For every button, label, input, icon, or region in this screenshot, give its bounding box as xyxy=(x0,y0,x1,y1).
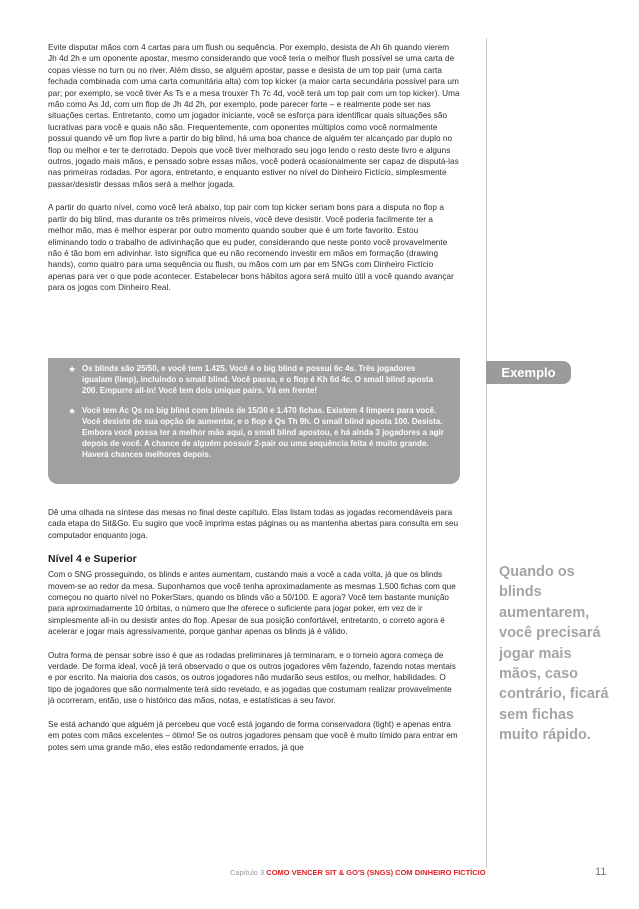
star-icon: ★ xyxy=(68,364,77,374)
example-text: Você tem Ac Qs no big blind com blinds de 15/30 e 1.470 fichas. Existem 4 limpers para você. Você desiste de sua opção de aumentar, e o flop é Qs Th 9h. O small blind aposta 100. Desista. Embora você possa ter a melhor mão aqui, o small blind apostou, e há ainda 3 jogadores a agir depois de você. A chance de alguém possuir 2-pair ou uma sequência feita é muito grande. Haverá chances melhores depois. xyxy=(82,406,444,459)
column-divider xyxy=(486,38,487,868)
pull-quote: Quando os blinds aumentarem, você precisará jogar mais mãos, caso contrário, ficará sem fichas muito rápido. xyxy=(499,564,609,744)
paragraph: Evite disputar mãos com 4 cartas para um flush ou sequência. Por exemplo, desista de Ah 6h quando vierem Jh 4d 2h e um oponente apostar, mesmo considerando que você teria o melhor flush possível se uma carta de copas viesse no turn ou no river. Além disso, se alguém apostar, passe e desista de um top pair (uma carta fechada combinada com uma carta comunitária alta) com top kicker (a maior carta secundária possível para um par; por exemplo, se você tiver As Ts e a mesa trouxer Th 7c 4d, você terá um top pair com um top kicker). Uma mão como As Jd, com um flop de Jh 4d 2h, por exemplo, pode parecer forte – e realmente pode ser nas situações certas. Entretanto, como um jogador iniciante, você se esforça para identificar quais situações são lucrativas para você e quais não são. Frequentemente, com oponentes múltiplos como você normalmente possui quando vê um flop livre a partir do big blind, há uma boa chance de alguém ter alcançado par duplo no flop ou melhor e ter te derrotado. Depois que você tiver melhorado seu jogo lendo o resto deste livro e alguns outros, jogado mais mãos, e pensado sobre essas mãos, você poderá ocasionalmente ser capaz de disputá-las nas primeiras rodadas. Por agora, entretanto, e enquanto estiver no nível do Dinheiro Fictício, simplesmente passar/desistir dessas mãos será a melhor jogada. xyxy=(48,43,460,189)
example-item xyxy=(68,406,444,460)
paragraph: A partir do quarto nível, como você lerá abaixo, top pair com top kicker seriam bons para a disputa no flop a partir do big blind, mas durante os três primeiros níveis, você deve desistir. Você poderia facilmente ter a melhor mão, mas é melhor esperar por outro momento quando souber que é um forte favorito. Estou eliminando todo o trabalho de adivinhação que eu puder, considerando que neste ponto você provavelmente não é tão bom em adivinhar. Isto significa que eu não recomendo investir em mãos em formação (drawing hands), como quatro para uma sequência ou flush, ou mãos com um par em SNGs com Dinheiro Fictício apenas para ver o que pode acontecer. Estabelecer bons hábitos agora será muito útil a você quando avançar para os jogos com Dinheiro Real. xyxy=(48,203,454,293)
example-box xyxy=(48,358,460,484)
intro-paragraph: Dê uma olhada na síntese das mesas no final deste capítulo. Elas listam todas as jogadas recomendáveis para cada etapa do Sit&Go. Eu sugiro que você imprima estas páginas ou as mantenha abertas para consulta em seu computador enquanto joga. xyxy=(48,508,459,540)
paragraph: Se está achando que alguém já percebeu que você está jogando de forma conservadora (tight) e apenas entra em potes com mãos excelentes – ótimo! Se os outros jogadores pensam que você é muito tímido para entrar em potes sem uma grande mão, eles estão redondamente errados, já que xyxy=(48,719,458,752)
main-text xyxy=(48,42,460,306)
paragraph: Outra forma de pensar sobre isso é que as rodadas preliminares já terminaram, e o torneio agora começa de verdade. De forma ideal, você já terá observado o que os outros jogadores vêm fazendo, fazendo notas mentais e por escrito. Na maioria dos casos, os outros jogadores não mudarão seus estilos, ou melhor, habilidades. O tipo de jogadores que são normalmente terá sido revelado, e as jogadas que costumam realizar provavelmente já ocorreram, então, use o histórico das mãos, notas, e estatísticas a seu favor. xyxy=(48,650,456,706)
section-heading: Nível 4 e Superior xyxy=(48,553,137,566)
paragraph: Com o SNG prosseguindo, os blinds e antes aumentam, custando mais a você a cada volta, já que os blinds movem-se ao redor da mesa. Suponhamos que você tenha aproximadamente as mesmas 1.500 fichas com que começou no quarto nível no PokerStars, quando os blinds vão a 50/100. E agora? Você tem bastante munição para aproximadamente 10 órbitas, o número que lhe oferece o suficiente para jogar poker, em vez de ir simplesmente all-in ou desistir antes do flop. Apesar de sua posição confortável, entretanto, o correto agora é acelerar e jogar mais agressivamente, porque ganhar apenas os blinds já é válido. xyxy=(48,570,456,637)
example-item xyxy=(68,364,444,396)
chapter-title: COMO VENCER SIT & GO'S (SNGS) COM DINHEIRO FICTÍCIO xyxy=(266,868,486,877)
section-level-4 xyxy=(48,507,460,765)
example-text: Os blinds são 25/50, e você tem 1.425. Você é o big blind e possui 6c 4s. Três jogadores igualam (limp), incluindo o small blind. Você passa, e o flop é Kh 6d 4c. O small blind aposta 200. Empurre all-in! Você tem dois unique pairs. Vá em frente! xyxy=(82,364,434,395)
page-number: 11 xyxy=(595,866,607,878)
chapter-prefix: Capítulo 3 xyxy=(230,868,265,877)
chapter-line xyxy=(230,868,486,877)
star-icon: ★ xyxy=(68,406,77,417)
page-footer xyxy=(0,866,639,880)
example-tag: Exemplo xyxy=(486,361,571,384)
